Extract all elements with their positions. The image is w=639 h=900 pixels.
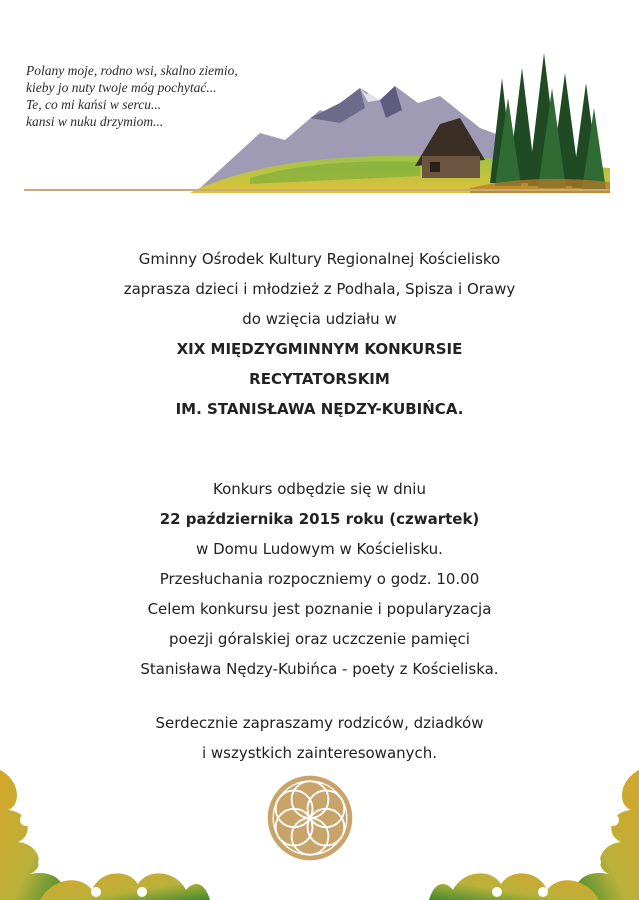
poem-line: kieby jo nuty twoje móg pochytać...: [26, 80, 217, 95]
details-line: w Domu Ludowym w Kościelisku.: [196, 540, 443, 558]
closing-line: Serdecznie zapraszamy rodziców, dziadków: [155, 714, 484, 732]
folk-ornament-right: [429, 750, 639, 900]
closing-line: i wszystkich zainteresowanych.: [201, 744, 438, 762]
details-line: Celem konkursu jest poznanie i popularyzacja: [147, 600, 492, 618]
details-line: Przesłuchania rozpoczniemy o godz. 10.00: [159, 570, 480, 588]
highlander-rosette-emblem: [264, 772, 356, 864]
poem-line: kansi w nuku drzymiom...: [26, 114, 164, 129]
event-details: [0, 474, 639, 684]
contest-title: RECYTATORSKIM: [249, 370, 390, 388]
poem-line: Te, co mi kańsi w sercu...: [26, 97, 162, 112]
contest-title: IM. STANISŁAWA NĘDZY-KUBIŃCA.: [175, 400, 464, 418]
folk-ornament-left: [0, 750, 210, 900]
header-divider: [24, 189, 609, 191]
intro-line: zaprasza dzieci i młodzież z Podhala, Spisza i Orawy: [123, 280, 516, 298]
details-line: Stanisława Nędzy-Kubińca - poety z Kościeliska.: [140, 660, 499, 678]
poem-line: Polany moje, rodno wsi, skalno ziemio,: [26, 63, 238, 78]
invitation-intro: [0, 244, 639, 424]
details-line: Konkurs odbędzie się w dniu: [213, 480, 426, 498]
event-date: 22 października 2015 roku (czwartek): [159, 510, 480, 528]
intro-line: do wzięcia udziału w: [242, 310, 397, 328]
contest-title: XIX MIĘDZYGMINNYM KONKURSIE: [176, 340, 463, 358]
details-line: poezji góralskiej oraz uczczenie pamięci: [169, 630, 470, 648]
mountain-landscape-illustration: [190, 48, 610, 193]
intro-line: Gminny Ośrodek Kultury Regionalnej Kościelisko: [138, 250, 501, 268]
